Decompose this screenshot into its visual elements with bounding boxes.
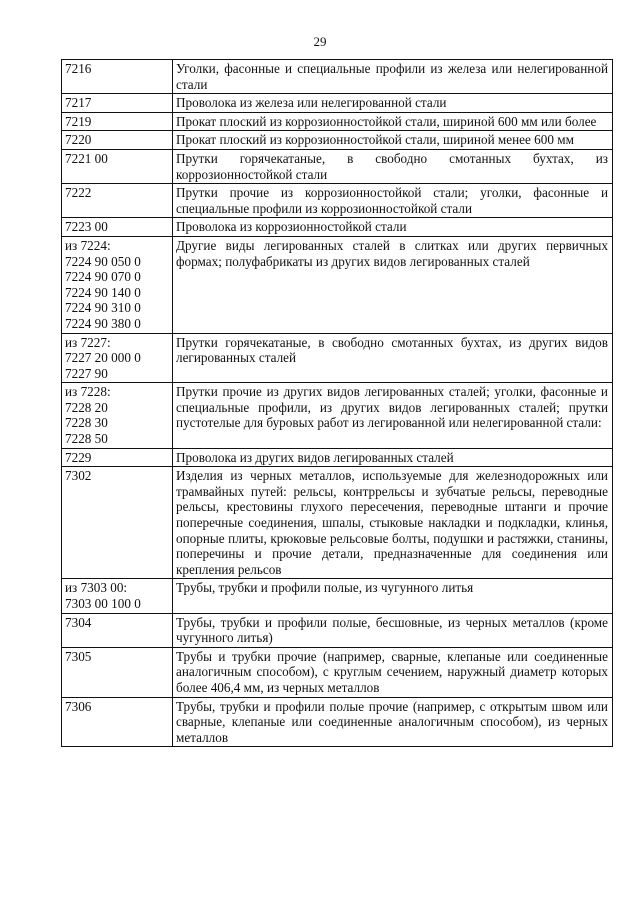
code-value: 7224 90 380 0: [65, 315, 141, 331]
code-value: 7224 90 140 0: [65, 284, 141, 300]
code-value: 7219: [65, 113, 92, 129]
code-value: 7216: [65, 61, 92, 76]
code-value: 7305: [65, 648, 92, 664]
tariff-code-table: [61, 59, 613, 747]
table-row: [62, 60, 613, 94]
description-cell: Проволока из других видов легированных сталей: [173, 448, 613, 467]
table-row: [62, 131, 613, 150]
description-cell: Уголки, фасонные и специальные профили из железа или нелегированной стали: [173, 60, 613, 94]
code-value: из 7303 00:: [65, 580, 128, 596]
description-cell: Проволока из железа или нелегированной стали: [173, 94, 613, 113]
code-cell: [62, 112, 173, 131]
code-value: 7228 20: [65, 399, 108, 415]
code-cell: [62, 697, 173, 747]
table-row: [62, 467, 613, 579]
code-value: 7302: [65, 468, 92, 484]
table-row: [62, 647, 613, 697]
code-value: 7227 20 000 0: [65, 350, 141, 366]
description-cell: Прутки горячекатаные, в свободно смотанных бухтах, из других видов легированных сталей: [173, 333, 613, 383]
code-value: 7221 00: [65, 150, 108, 166]
table-row: [62, 184, 613, 218]
description-cell: Прутки прочие из других видов легированных сталей; уголки, фасонные и специальные профили, из других видов легированных сталей; прутки пустотелые для буровых работ из легированной или нелегированной стали:: [173, 383, 613, 448]
code-value: 7223 00: [65, 219, 108, 235]
code-value: 7224 90 310 0: [65, 300, 141, 316]
code-value: 7228 50: [65, 431, 108, 447]
code-value: 7224 90 050 0: [65, 253, 141, 269]
table-row: [62, 112, 613, 131]
code-value: из 7228:: [65, 384, 111, 400]
description-cell: Прутки горячекатаные, в свободно смотанных бухтах, из коррозионностойкой стали: [173, 149, 613, 183]
description-cell: Прокат плоский из коррозионностойкой стали, шириной 600 мм или более: [173, 112, 613, 131]
table-row: [62, 613, 613, 647]
code-value: 7228 30: [65, 415, 108, 431]
table-row: [62, 579, 613, 613]
code-value: из 7224:: [65, 237, 111, 253]
code-value: 7306: [65, 698, 92, 714]
description-cell: Прутки прочие из коррозионностойкой стали; уголки, фасонные и специальные профили из коррозионностойкой стали: [173, 184, 613, 218]
code-cell: [62, 448, 173, 467]
code-cell: [62, 218, 173, 237]
table-row: [62, 448, 613, 467]
page-number: 29: [313, 34, 327, 49]
code-cell: [62, 333, 173, 383]
code-cell: [62, 236, 173, 333]
code-cell: [62, 467, 173, 579]
table-row: [62, 697, 613, 747]
table-row: [62, 236, 613, 333]
table-body: [62, 60, 613, 747]
table-row: [62, 218, 613, 237]
code-value: 7217: [65, 95, 92, 111]
code-value: 7224 90 070 0: [65, 269, 141, 285]
table-row: [62, 333, 613, 383]
code-cell: [62, 60, 173, 94]
description-cell: Трубы, трубки и профили полые, из чугунного литья: [173, 579, 613, 613]
description-cell: Трубы, трубки и профили полые, бесшовные, из черных металлов (кроме чугунного литья): [173, 613, 613, 647]
code-cell: [62, 131, 173, 150]
code-cell: [62, 613, 173, 647]
code-cell: [62, 149, 173, 183]
code-cell: [62, 184, 173, 218]
code-value: 7227 90: [65, 365, 108, 381]
code-value: 7303 00 100 0: [65, 596, 141, 611]
description-cell: Прокат плоский из коррозионностойкой стали, шириной менее 600 мм: [173, 131, 613, 150]
description-cell: Изделия из черных металлов, используемые для железнодорожных или трамвайных путей: рельсы, контррельсы и зубчатые рельсы, переводные рельсы, крестовины глухого пересечения, переводные штанги и прочие поперечные соединения, шпалы, стыковые накладки и подкладки, клинья, опорные плиты, крюковые рельсовые болты, подушки и растяжки, станины, поперечины и прочие детали, предназначенные для соединения или крепления рельсов: [173, 467, 613, 579]
code-value: 7220: [65, 132, 92, 148]
description-cell: Трубы, трубки и профили полые прочие (например, с открытым швом или сварные, клепаные или соединенные аналогичным способом), из черных металлов: [173, 697, 613, 747]
code-value: 7229: [65, 449, 92, 465]
code-cell: [62, 94, 173, 113]
table-row: [62, 94, 613, 113]
code-cell: [62, 647, 173, 697]
description-cell: Проволока из коррозионностойкой стали: [173, 218, 613, 237]
code-value: 7222: [65, 185, 92, 201]
code-value: 7304: [65, 614, 92, 630]
code-cell: [62, 579, 173, 613]
description-cell: Трубы и трубки прочие (например, сварные, клепаные или соединенные аналогичным способом), с круглым сечением, наружный диаметр которых более 406,4 мм, из черных металлов: [173, 647, 613, 697]
table-row: [62, 149, 613, 183]
description-cell: Другие виды легированных сталей в слитках или других первичных формах; полуфабрикаты из других видов легированных сталей: [173, 236, 613, 333]
table-row: [62, 383, 613, 448]
code-cell: [62, 383, 173, 448]
code-value: из 7227:: [65, 334, 111, 350]
